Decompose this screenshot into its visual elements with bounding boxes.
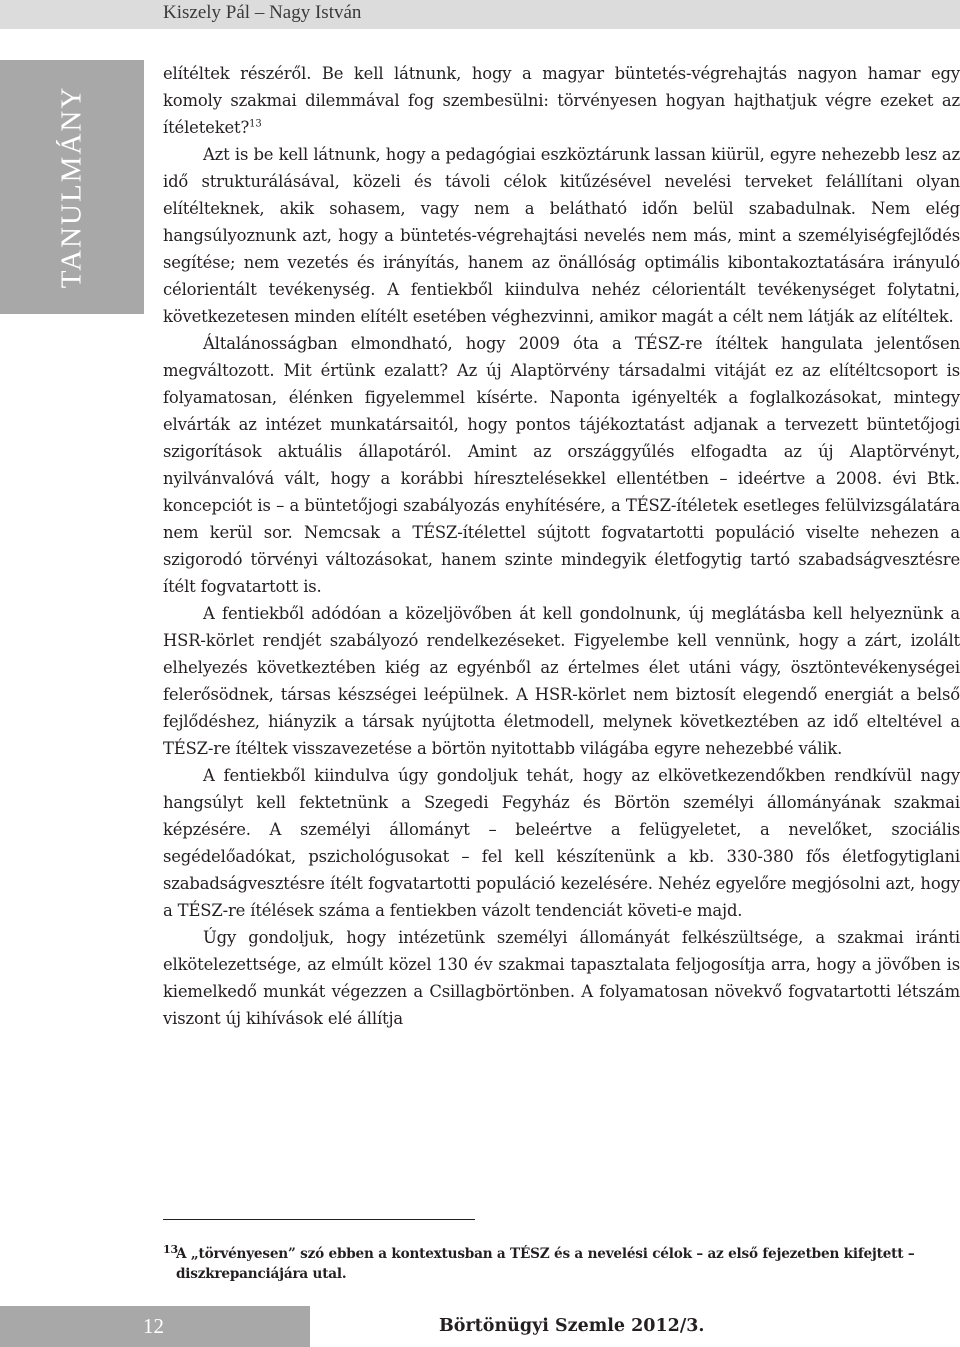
paragraph-continued bbox=[163, 60, 960, 141]
paragraph: A fentiekből kiindulva úgy gondoljuk tehát, hogy az elkövetkezendőkben rendkívül nagy hangsúlyt kell fektetnünk a Szegedi Fegyház és Börtön személyi állományának szakmai képzésére. A személyi állományt – beleértve a felügyeletet, a nevelőket, szociális segédelőadókat, pszichológusokat – fel kell készítenünk a kb. 330-380 fős életfogytiglani szabadságvesztésre ítélt fogvatartotti populáció kezelésére. Nehéz egyelőre megjósolni azt, hogy a TÉSZ-re ítélések száma a fentiekben vázolt tendenciát követi-e majd. bbox=[163, 766, 960, 920]
page-number-box bbox=[0, 1306, 310, 1347]
paragraph: Úgy gondoljuk, hogy intézetünk személyi állományát felkészültsége, a szakmai iránti elkötelezettsége, az elmúlt közel 130 év szakmai tapasztalata feljogosítja arra, hogy a jövőben is kiemelkedő munkát végezzen a Csillagbörtönben. A folyamatosan növekvő fogvatartotti létszám viszont új kihívások elé állítja bbox=[163, 928, 960, 1028]
footnote-number: 13 bbox=[163, 1243, 178, 1256]
header-author: Kiszely Pál – Nagy István bbox=[163, 2, 362, 23]
section-tab-label: TANULMÁNY bbox=[55, 85, 88, 289]
running-header bbox=[0, 0, 960, 29]
footnote-text: A „törvényesen” szó ebben a kontextusban a TÉSZ és a nevelési célok – az első fejezetben kifejtett – diszkrepanciájára utal. bbox=[176, 1246, 915, 1282]
footnote-divider bbox=[163, 1219, 475, 1220]
journal-title: Börtönügyi Szemle 2012/3. bbox=[439, 1316, 705, 1336]
article-body bbox=[163, 60, 960, 1032]
paragraph: Azt is be kell látnunk, hogy a pedagógiai eszköztárunk lassan kiürül, egyre nehezebb lesz az idő strukturálásával, közeli és távoli célok kitűzésével nevelési terveket felállítani olyan elítélteknek, akik sohasem, vagy nem a belátható időn belül szabadulnak. Nem elég hangsúlyoznunk azt, hogy a büntetés-végrehajtási nevelés nem más, mint a személyiségfejlődés segítése; nem vezetés és irányítás, hanem az önállóság optimális kibontakoztatására irányuló célorientált tevékenység. A fentiekből kiindulva nehéz célorientált tevékenységet folytatni, következetesen minden elítélt esetében véghezvinni, amikor magát a célt nem látják az elítéltek. bbox=[163, 145, 960, 326]
page-number: 12 bbox=[143, 1314, 164, 1338]
paragraph: A fentiekből adódóan a közeljövőben át kell gondolnunk, új meglátásba kell helyeznünk a HSR-körlet rendjét szabályozó rendelkezéseket. Figyelembe kell vennünk, hogy a zárt, izolált elhelyezés következtében kiég az egyénből az értelmes élet utáni vágy, ösztöntevékenységei felerősödnek, társas készségei leépülnek. A HSR-körlet nem biztosít elegendő energiát a belső fejlődéshez, hiányzik a társak nyújtotta életmodell, melynek következtében az idő elteltével a TÉSZ-re ítéltek visszavezetése a börtön nyitottabb világába egyre nehezebbé válik. bbox=[163, 604, 960, 758]
footnote bbox=[163, 1244, 960, 1284]
section-tab bbox=[0, 60, 144, 314]
paragraph-text: elítéltek részéről. Be kell látnunk, hogy a magyar büntetés-végrehajtás nagyon hamar egy komoly szakmai dilemmával fog szembesülni: törvényesen hogyan hajthatjuk végre ezeket az ítéleteket? bbox=[163, 64, 960, 137]
footnote-reference[interactable]: 13 bbox=[249, 118, 262, 130]
paragraph: Általánosságban elmondható, hogy 2009 óta a TÉSZ-re ítéltek hangulata jelentősen megváltozott. Mit értünk ezalatt? Az új Alaptörvény társadalmi vitáját ez az elítéltcsoport is folyamatosan, élénken figyelemmel kísérte. Naponta igényelték a foglalkozásokat, mintegy elvárták az intézet munkatársaitól, hogy pontos tájékoztatást adjanak a tervezett büntetőjogi szigorítások aktuális állapotáról. Amint az országgyűlés elfogadta az új Alaptörvényt, nyilvánvalóvá vált, hogy a korábbi híresztelésekkel ellentétben – ideértve a 2008. évi Btk. koncepciót is – a büntetőjogi szabályozás enyhítésére, a TÉSZ-ítéletek esetleges felülvizsgálatára nem kerül sor. Nemcsak a TÉSZ-ítélettel sújtott fogvatartotti populáció viselte nehezen a szigorodó törvényi változásokat, hanem szinte mindegyik életfogytig tartó szabadságvesztésre ítélt fogvatartott is. bbox=[163, 334, 960, 596]
